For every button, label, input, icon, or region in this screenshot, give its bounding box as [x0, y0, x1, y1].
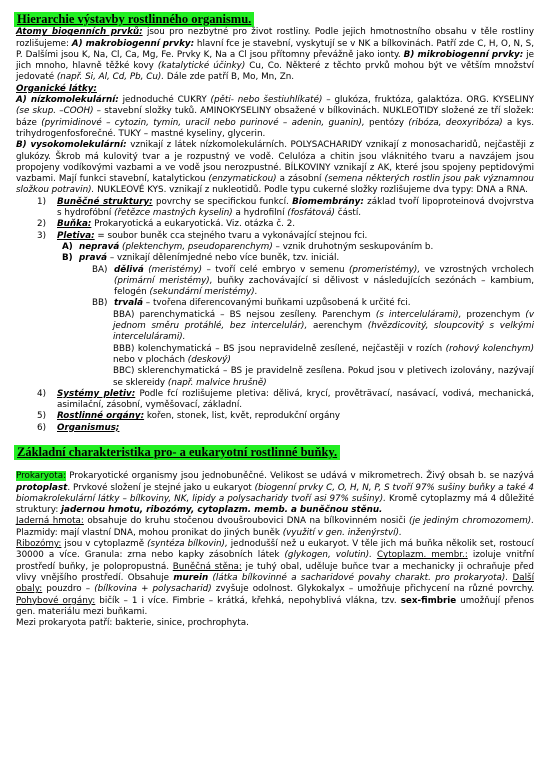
sublist2-italic: (meristémy)	[143, 264, 203, 275]
sublist3-italic: (hvězdicovitý, sloupcovitý s velkými intercelulárami).	[113, 321, 534, 343]
list-label: Buněčné struktury:	[57, 196, 153, 207]
lowmol-text: – stavební složky tuků. AMINOKYSELINY obsažené v bílkovinách. NUKLEOTIDY složené ze tří složek: báze	[16, 106, 534, 128]
highmol-label: B) vysokomolekulární:	[16, 140, 127, 151]
ribosome-text: jednodušší než u eukaryot. V těle jich má buňka několik set, rostoucí 30000 a více. Granula: zrna nebo kapky zásobních látek	[16, 539, 534, 561]
highmol-paragraph	[16, 140, 534, 196]
sublist3-item	[0, 310, 534, 344]
list-text: a hydrofilní	[232, 208, 288, 219]
atoms-label: Atomy biogenních prvků:	[16, 27, 143, 38]
micro-italic: (např. Si, Al, Cd, Pb, Cu).	[56, 72, 165, 83]
list-label: Organismus;	[57, 422, 120, 433]
sublist2-bold: dělivá	[114, 264, 144, 275]
list-number: 6)	[37, 422, 46, 433]
sublist3-text: prozenchym	[461, 309, 526, 320]
prokaryota-text: Kromě cytoplazmy má 4 důležité struktury:	[16, 493, 534, 516]
micro-text: Dále zde patří B, Mo, Mn, Zn.	[164, 72, 295, 83]
sublist-text: – vznik druhotným seskupováním b.	[272, 241, 434, 252]
heading-cell-characteristics: Základní charakteristika pro- a eukaryotní rostlinné buňky.	[14, 445, 340, 460]
organic-label: Organické látky:	[16, 83, 97, 94]
list-number: 2)	[37, 219, 46, 230]
list-label: Systémy pletiv:	[57, 388, 136, 399]
cellwall-label: Buněčná stěna:	[172, 561, 242, 572]
ribosome-text: jsou v cytoplazmě	[61, 539, 148, 550]
list-text: kořen, stonek, list, květ, reprodukční orgány	[144, 411, 341, 422]
list-label: Buňka:	[57, 219, 92, 230]
membrane-text: izoluje vnitřní prostředí buňky, je polopropustná.	[16, 550, 535, 572]
prokaryota-bold: jadernou hmotu, ribozómy, cytoplazm. memb. a buněčnou stěnu.	[61, 505, 383, 516]
list-item	[0, 219, 534, 230]
ribosome-label: Ribozómy:	[16, 539, 62, 550]
motility-bold: sex-fimbrie	[400, 595, 457, 606]
list-number: 3)	[37, 230, 46, 241]
spacer	[0, 460, 546, 471]
list-label: Pletiva:	[57, 230, 95, 241]
lowmol-text: a kys. trihydrogenfosforečné. TUKY – mastné kyseliny, glycerin.	[16, 117, 534, 139]
lowmol-italic: (se skup. –COOH)	[16, 106, 94, 117]
macro-text: hlavní fce je stavební, vyskytují se v NK a bílkovinách. Patří zde C, H, O, N, S, P. Dalšími jsou K, Na, Cl, Ca, Mg, Fe. Prvky K, Na a Cl jsou přítomny převážně jako ionty.	[16, 38, 534, 60]
prokaryota-members: Mezi prokaryota patří: bakterie, sinice, prochrophyta.	[16, 618, 249, 629]
lowmol-italic: (pyrimidinové – cytozin, tymin, uracil nebo purinové – adenin, guanin),	[41, 117, 365, 128]
list-text: základ tvoří lipoproteinová dvojvrstva s hydrofóbní	[57, 196, 534, 219]
list-number: 1)	[37, 196, 46, 207]
list-item	[0, 197, 534, 220]
list-item	[0, 231, 534, 242]
sublist2-text: buňky zachovávající si dělivost v následujících sezónách – kambium, felogén	[114, 275, 535, 298]
sublist3-item	[0, 344, 534, 367]
sublist3-text: BBA) parenchymatická – BS nejsou zesíleny. Parenchym	[113, 309, 376, 320]
lowmol-text: jednoduché CUKRY	[118, 95, 211, 106]
list-text: = soubor buněk cca stejného tvaru a vykonávající stejnou fci.	[94, 230, 368, 241]
other-layers-text: zvyšuje odolnost. Glykokalyx – umožňuje přichycení na různé povrchy.	[211, 584, 534, 595]
list-text: Prokaryotická a eukaryotická. Viz. otázka č. 2.	[91, 219, 296, 230]
list-number: 4)	[37, 388, 46, 399]
lowmol-text: – glukóza, fruktóza, galaktóza. ORG. KYSELINY	[322, 95, 535, 106]
lowmol-label: A) nízkomolekulární:	[16, 95, 119, 106]
nucleus-label: Jaderná hmota:	[16, 516, 84, 527]
sublist3-italic: (deskový)	[187, 354, 231, 365]
list-item	[0, 423, 534, 434]
motility-label: Pohybové orgány:	[16, 595, 96, 606]
highmol-italic: (enzymatickou)	[208, 174, 277, 185]
list-number: 5)	[37, 411, 46, 422]
prokaryota-text: Prokaryotické organismy jsou jednobuněčné. Velikost se udává v mikrometrech. Živý obsah b. se nazývá	[66, 471, 534, 482]
other-layers-label: Další obaly:	[16, 572, 535, 595]
sublist2-item	[0, 298, 534, 309]
sublist2-italic: (sekundární meristémy).	[149, 287, 258, 298]
lowmol-paragraph	[16, 95, 534, 140]
spacer	[0, 434, 546, 445]
sublist2-label: BB)	[92, 298, 108, 309]
structure-list	[0, 197, 546, 242]
sublist-item	[0, 242, 534, 253]
highmol-text: vznikají z látek nízkomolekulárních. POLYSACHARIDY vznikají z monosacharidů, nejčastěji z glukózy. Škrob má kulovitý tvar a je rozpustný ve vodě. Celulóza a chitin jsou vláknitého tvaru a navzájem jsou propojeny vodíkovými vazbami a ve vodě jsou nerozpustné. BÍLKOVINY vznikají z AK, které jsou spojeny peptidovými vazbami. Mají funkci stavební, katalytickou	[16, 140, 535, 185]
sublist3-text: BBC) sklerenchymatická – BS je pravidelně zesílena. Pokud jsou v pletivech izolovány, nazývají se sklereidy	[113, 366, 534, 388]
motility-text: bičík – 1 i více. Fimbrie – krátká, křehká, nepohyblivá vlákna, tzv.	[95, 595, 401, 606]
sublist3-italic: (s intercelulárami),	[375, 309, 462, 320]
sublist3-text: aerenchym	[307, 321, 368, 332]
sublist-bold: nepravá	[79, 241, 120, 252]
heading-hierarchy: Hierarchie výstavby rostlinného organismu.	[14, 12, 254, 27]
cellwall-text: je tuhý obal, uděluje buňce tvar a mechanicky ji ochraňuje před vlivy vnějšího prostředí. Obsahuje	[16, 561, 534, 583]
list-italic: (řetězce mastných kyselin)	[114, 208, 233, 219]
list-text: částí.	[334, 208, 362, 219]
atoms-paragraph	[16, 27, 534, 83]
sublist3-italic: (v jednom směru protáhlé, bez intercelulár),	[113, 309, 534, 332]
list-label: Rostlinné orgány:	[57, 411, 145, 422]
nucleus-text: obsahuje do kruhu stočenou dvoušroubovici DNA na bílkovinném nosiči	[83, 516, 410, 527]
sublist2-item	[0, 265, 534, 299]
sublist-item	[0, 253, 534, 264]
prokaryota-text: . Prvkové složení je stejné jako u eukaryot	[67, 482, 255, 493]
micro-label: B) mikrobiogenní prvky:	[403, 49, 524, 60]
sublist3-item	[0, 366, 534, 389]
prokaryota-label: Prokaryota:	[16, 471, 67, 482]
ribosome-italic: (syntéza bílkovin),	[147, 539, 228, 550]
other-layers-italic: (bílkovina + polysacharid)	[94, 584, 212, 595]
nucleus-text: Plazmidy: mají vlastní DNA, mohou pronikat do jiných buněk	[16, 527, 283, 538]
membrane-label: Cytoplazm. membr.:	[376, 550, 468, 561]
sublist2-bold: trvalá	[114, 298, 144, 309]
highmol-text: NUKLEOVÉ KYS. vznikají z nukleotidů. Podle typu cukerné složky rozlišujeme dva typy: DNA a RNA.	[94, 185, 528, 196]
list-bold: Biomembrány:	[292, 196, 364, 207]
sublist3-text: nebo v plochách	[113, 354, 188, 365]
micro-text: Cu, Co. Některé z těchto prvků mohou být ve větším množství jedovaté	[16, 61, 534, 83]
macro-label: A) makrobiogenní prvky:	[71, 38, 195, 49]
micro-text: je jich mnoho, hlavně těžké kovy	[16, 49, 534, 72]
prokaryota-bold: protoplast	[16, 482, 68, 493]
prokaryota-paragraph	[16, 471, 534, 629]
motility-text: umožňují přenos gen. materiálu mezi buňkami.	[16, 595, 534, 617]
sublist-text: – vznikají dělenímjedné nebo více buněk, tzv. iniciál.	[107, 253, 340, 264]
sublist2-italic: (primární meristémy),	[114, 275, 213, 286]
structure-list-continued	[0, 389, 546, 434]
list-item	[0, 411, 534, 422]
lowmol-italic: (pěti- nebo šestiuhlíkaté)	[210, 95, 323, 106]
nucleus-italic: (je jediným chromozomem).	[409, 516, 534, 527]
organic-heading	[16, 84, 534, 95]
list-text: povrchy se specifickou funkcí.	[152, 196, 293, 207]
cellwall-bold: murein	[173, 572, 209, 583]
list-item	[0, 389, 534, 412]
sublist2-text: – tvoří celé embryo v semenu	[202, 264, 349, 275]
sublist2-text: – tvořena diferencovanými buňkami uzpůsobená k určité fci.	[143, 298, 411, 309]
lowmol-italic: (ribóza, deoxyribóza)	[408, 117, 503, 128]
sublist-letter: A)	[62, 241, 73, 252]
sublist2-text: ve vzrostných vrcholech	[420, 264, 534, 275]
sublist-bold: pravá	[79, 253, 108, 264]
list-italic: (fosfátová)	[287, 208, 335, 219]
sublist-letter: B)	[62, 253, 73, 264]
micro-italic: (katalytické účinky)	[157, 61, 246, 72]
sublist3-text: BBB) kolenchymatická – BS jsou nepravidelně zesílené, nejčastěji v rozích	[113, 343, 446, 354]
sublist-italic: (plektenchym, pseudoparenchym)	[119, 241, 273, 252]
highmol-italic: (semena některých rostlin jsou pak významnou složkou potravin).	[16, 174, 534, 196]
sublist3-italic: (rohový kolenchym)	[445, 343, 534, 354]
lowmol-text: pentózy	[364, 117, 409, 128]
sublist2-italic: (promeristémy),	[349, 264, 421, 275]
sublist3-italic: (např. malvice hrušně)	[167, 377, 267, 388]
sublist2-label: BA)	[92, 264, 108, 275]
highmol-text: a zásobní	[276, 174, 325, 185]
prokaryota-italic: (biogenní prvky C, O, H, N, P, S tvoří 97% sušiny buňky a také 4 biomakrolekulární látky – bílkoviny, NK, lipidy a polysacharidy tvoří asi 97% sušiny).	[16, 482, 534, 504]
atoms-text: jsou pro nezbytné pro život rostliny. Podle jejich hmotnostního obsahu v těle rostliny rozlišujeme:	[16, 27, 535, 49]
other-layers-text: pouzdro –	[42, 584, 95, 595]
ribosome-italic: (glykogen, volutin).	[284, 550, 372, 561]
cellwall-italic: (látka bílkovinné a sacharidové povahy charakt. pro prokaryota).	[208, 572, 509, 583]
nucleus-italic: (využití v gen. inženýrství).	[282, 527, 402, 538]
list-text: Podle fcí rozlišujeme pletiva: dělivá, krycí, prověträvací, nasávací, vodivá, mechanická, asimilační, zásobní, vyměšovací, základní.	[57, 388, 534, 411]
